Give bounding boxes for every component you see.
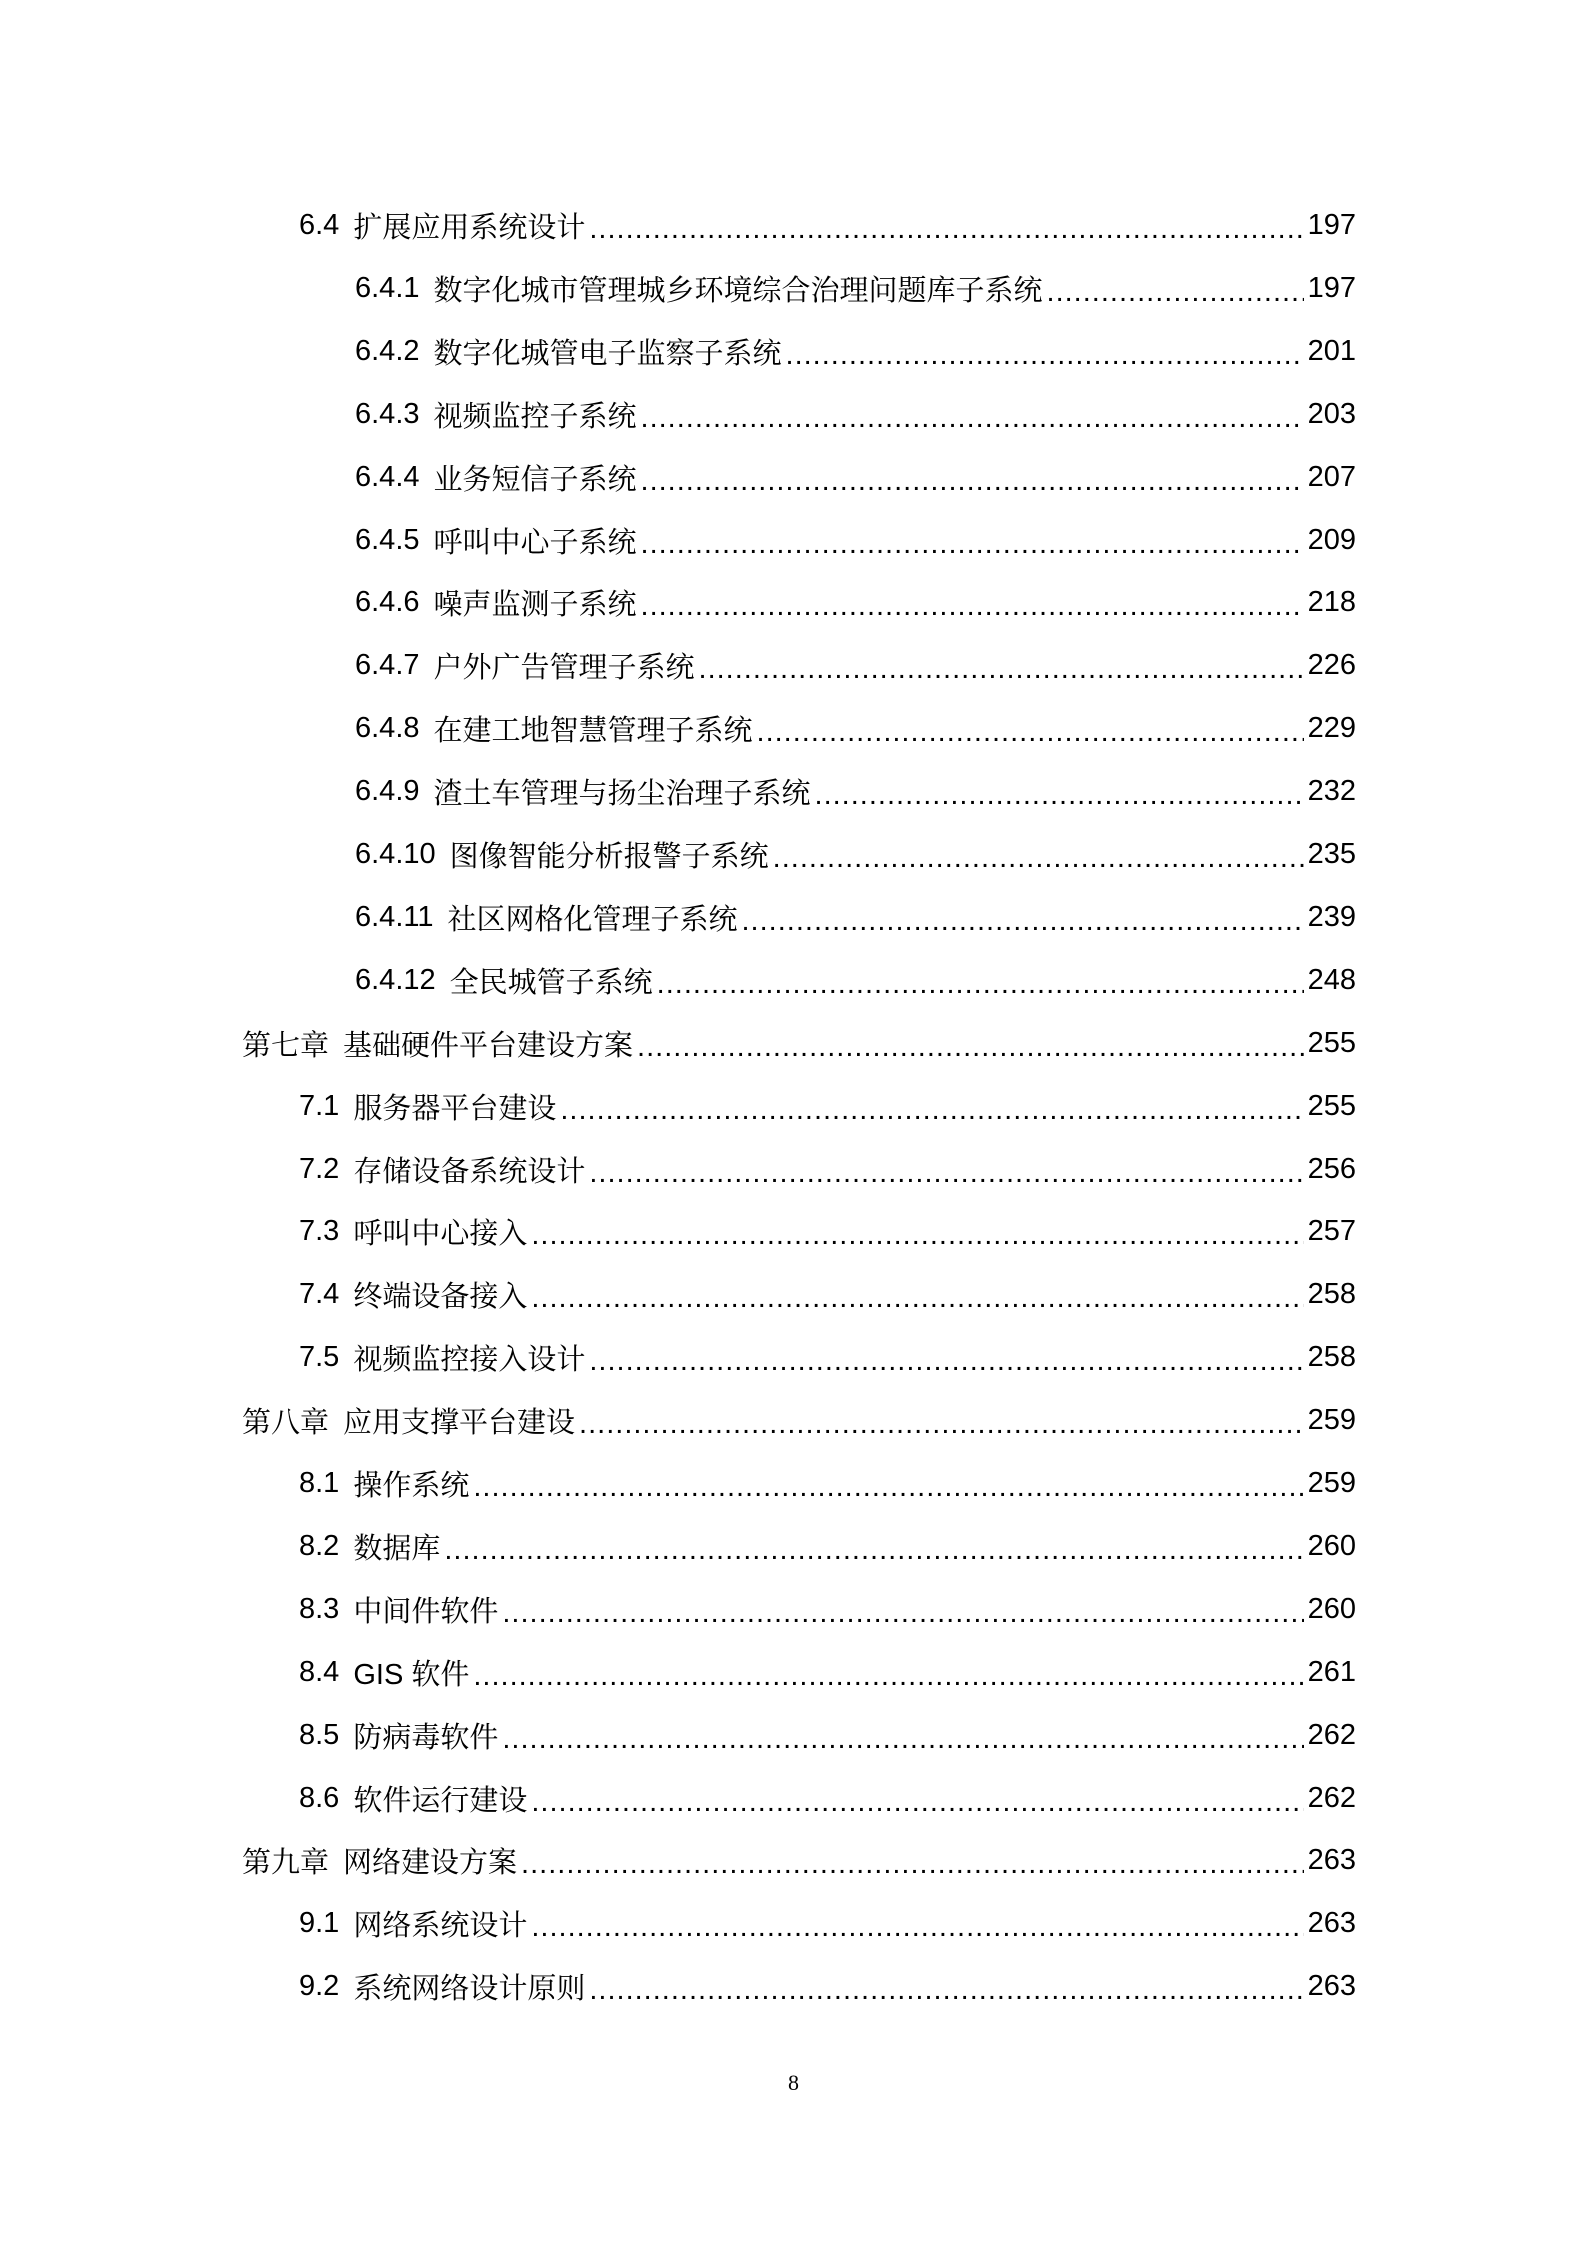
toc-entry-title: 基础硬件平台建设方案 <box>343 1029 634 1062</box>
toc-entry-number: 7.2 <box>299 1152 340 1185</box>
toc-entry[interactable] <box>299 1955 1356 2018</box>
dot-leader <box>473 1471 1303 1504</box>
toc-entry[interactable] <box>299 1578 1356 1641</box>
toc-entry-title: 社区网格化管理子系统 <box>447 903 738 936</box>
toc-entry-number: 7.4 <box>299 1278 340 1311</box>
dot-leader <box>589 213 1303 246</box>
toc-entry-number: 8.1 <box>299 1467 340 1499</box>
dot-leader <box>502 1723 1303 1756</box>
toc-entry-page: 263 <box>1307 1844 1356 1877</box>
dot-leader <box>531 1786 1303 1819</box>
toc-entry-page: 201 <box>1307 334 1356 367</box>
dot-leader <box>637 1031 1304 1064</box>
toc-entry-title: 网络系统设计 <box>353 1910 528 1943</box>
dot-leader <box>757 716 1304 749</box>
toc-entry-page: 260 <box>1307 1529 1356 1562</box>
toc-entry-number: 6.4.12 <box>355 963 436 996</box>
toc-entry-page: 258 <box>1307 1341 1356 1374</box>
toc-entry-number: 6.4.7 <box>355 649 420 682</box>
toc-entry-page: 239 <box>1307 900 1356 933</box>
toc-entry[interactable] <box>355 320 1356 383</box>
toc-entry[interactable] <box>299 1515 1356 1578</box>
toc-entry-number: 8.3 <box>299 1592 340 1625</box>
toc-entry-page: 262 <box>1307 1781 1356 1814</box>
toc-entry-number: 6.4.2 <box>355 334 420 367</box>
toc-entry[interactable] <box>299 1326 1356 1389</box>
toc-entry[interactable] <box>299 1767 1356 1830</box>
dot-leader <box>531 1911 1303 1944</box>
toc-entry-number: 8.2 <box>299 1529 340 1562</box>
toc-entry[interactable] <box>355 634 1356 697</box>
toc-entry[interactable] <box>299 1200 1356 1263</box>
toc-entry-title: 业务短信子系统 <box>433 463 637 496</box>
toc-entry-title: 图像智能分析报警子系统 <box>449 841 769 873</box>
toc-entry-page: 257 <box>1307 1215 1356 1248</box>
dot-leader <box>1047 276 1304 309</box>
toc-entry-number: 8.4 <box>299 1655 340 1688</box>
toc-entry-number: 6.4 <box>299 209 340 241</box>
dot-leader <box>531 1219 1303 1252</box>
toc-entry-title: 数字化城管电子监察子系统 <box>433 337 782 370</box>
toc-entry-number: 7.5 <box>299 1341 340 1374</box>
toc-entry[interactable] <box>355 571 1356 634</box>
toc-entry-number: 第八章 <box>242 1407 330 1440</box>
toc-entry-number: 7.1 <box>299 1089 340 1122</box>
toc-entry-number: 8.6 <box>299 1781 340 1814</box>
toc-entry[interactable] <box>299 1138 1356 1201</box>
toc-entry-title: 存储设备系统设计 <box>353 1155 586 1188</box>
toc-entry-title: 呼叫中心子系统 <box>433 526 637 559</box>
toc-entry[interactable] <box>299 1263 1356 1326</box>
toc-entry-page: 235 <box>1307 838 1356 870</box>
page-number: 8 <box>788 2070 799 2095</box>
toc-entry[interactable] <box>355 697 1356 760</box>
toc-entry-title: 噪声监测子系统 <box>433 589 637 622</box>
toc-entry-page: 207 <box>1307 460 1356 493</box>
toc-entry-title: 中间件软件 <box>353 1595 499 1628</box>
toc-entry[interactable] <box>299 1452 1356 1515</box>
toc-entry-number: 7.3 <box>299 1215 340 1248</box>
toc-entry-number: 6.4.6 <box>355 586 420 619</box>
toc-entry-title: 视频监控接入设计 <box>353 1344 586 1377</box>
dot-leader <box>589 1974 1303 2007</box>
toc-entry-number: 9.2 <box>299 1970 340 2003</box>
toc-entry-title: 应用支撑平台建设 <box>343 1407 576 1440</box>
toc-entry-title: 全民城管子系统 <box>449 966 653 999</box>
toc-entry-page: 218 <box>1307 586 1356 619</box>
toc-entry[interactable] <box>355 383 1356 446</box>
toc-entry-title: 在建工地智慧管理子系统 <box>433 715 753 748</box>
toc-entry-page: 261 <box>1307 1655 1356 1688</box>
toc-entry-title: 扩展应用系统设计 <box>353 212 586 244</box>
dot-leader <box>641 465 1304 498</box>
dot-leader <box>444 1534 1303 1567</box>
toc-entry-title: 服务器平台建设 <box>353 1092 557 1125</box>
toc-entry-page: 255 <box>1307 1089 1356 1122</box>
toc-entry-number: 第九章 <box>242 1847 330 1880</box>
toc-entry-title: 终端设备接入 <box>353 1281 528 1314</box>
toc-entry-page: 258 <box>1307 1278 1356 1311</box>
toc-entry-title: 软件运行建设 <box>353 1784 528 1817</box>
toc-entry-number: 9.1 <box>299 1907 340 1940</box>
toc-entry-number: 8.5 <box>299 1718 340 1751</box>
toc-entry-number: 6.4.4 <box>355 460 420 493</box>
dot-leader <box>699 653 1304 686</box>
toc-entry-page: 226 <box>1307 649 1356 682</box>
toc-entry-title: 呼叫中心接入 <box>353 1218 528 1251</box>
toc-entry[interactable] <box>299 1892 1356 1955</box>
toc-entry-number: 6.4.3 <box>355 397 420 430</box>
toc-entry-page: 256 <box>1307 1152 1356 1185</box>
dot-leader <box>641 528 1304 561</box>
toc-entry[interactable] <box>355 823 1356 886</box>
toc-entry-title: 操作系统 <box>353 1470 470 1502</box>
toc-entry-number: 6.4.10 <box>355 838 436 870</box>
dot-leader <box>579 1408 1304 1441</box>
toc-entry[interactable] <box>299 1075 1356 1138</box>
toc-entry-page: 263 <box>1307 1907 1356 1940</box>
toc-entry-number: 6.4.9 <box>355 775 420 808</box>
toc-entry-number: 6.4.1 <box>355 271 420 304</box>
toc-entry[interactable] <box>355 257 1356 320</box>
toc-entry[interactable] <box>355 949 1356 1012</box>
toc-entry[interactable] <box>242 1012 1356 1075</box>
toc-entry[interactable] <box>299 194 1356 257</box>
toc-entry-page: 197 <box>1307 209 1356 241</box>
toc-entry-title: 视频监控子系统 <box>433 400 637 433</box>
toc-entry-title: 系统网络设计原则 <box>353 1973 586 2006</box>
toc-entry-title: 数字化城市管理城乡环境综合治理问题库子系统 <box>433 274 1043 307</box>
toc-entry-page: 203 <box>1307 397 1356 430</box>
dot-leader <box>641 402 1304 435</box>
toc-entry[interactable] <box>355 446 1356 509</box>
toc-entry-page: 232 <box>1307 775 1356 808</box>
toc-entry[interactable] <box>299 1704 1356 1767</box>
dot-leader <box>589 1345 1303 1378</box>
toc-entry-title: 网络建设方案 <box>343 1847 518 1880</box>
toc-entry[interactable] <box>242 1829 1356 1892</box>
toc-entry-page: 263 <box>1307 1970 1356 2003</box>
toc-entry-title: 户外广告管理子系统 <box>433 652 695 685</box>
toc-entry[interactable] <box>355 509 1356 572</box>
toc-entry-page: 262 <box>1307 1718 1356 1751</box>
toc-entry-page: 209 <box>1307 523 1356 556</box>
toc-entry-number: 第七章 <box>242 1029 330 1062</box>
toc-entry-title: 数据库 <box>353 1532 441 1565</box>
dot-leader <box>657 968 1304 1001</box>
toc-entry-title: 渣土车管理与扬尘治理子系统 <box>433 778 811 811</box>
dot-leader <box>641 590 1304 623</box>
dot-leader <box>786 339 1304 372</box>
toc-entry-title: 防病毒软件 <box>353 1721 499 1754</box>
toc-entry-page: 259 <box>1307 1404 1356 1437</box>
toc-entry-number: 6.4.5 <box>355 523 420 556</box>
toc-entry-page: 260 <box>1307 1592 1356 1625</box>
dot-leader <box>589 1157 1303 1190</box>
toc-entry-number: 6.4.11 <box>355 900 434 933</box>
toc-entry-page: 229 <box>1307 712 1356 745</box>
dot-leader <box>815 779 1304 812</box>
toc-entry[interactable] <box>299 1641 1356 1704</box>
toc-entry[interactable] <box>355 760 1356 823</box>
toc-entry-number: 6.4.8 <box>355 712 420 745</box>
dot-leader <box>473 1660 1303 1693</box>
dot-leader <box>773 842 1304 875</box>
dot-leader <box>531 1282 1303 1315</box>
toc-entry-page: 259 <box>1307 1467 1356 1499</box>
dot-leader <box>502 1597 1303 1630</box>
toc-entry[interactable] <box>242 1389 1356 1452</box>
toc-entry-title: GIS 软件 <box>353 1658 470 1691</box>
dot-leader <box>742 905 1304 938</box>
dot-leader <box>521 1848 1304 1881</box>
toc-entry-page: 255 <box>1307 1026 1356 1059</box>
toc-entry-page: 197 <box>1307 271 1356 304</box>
toc-entry-page: 248 <box>1307 963 1356 996</box>
toc-entry[interactable] <box>355 886 1356 949</box>
dot-leader <box>560 1094 1303 1127</box>
